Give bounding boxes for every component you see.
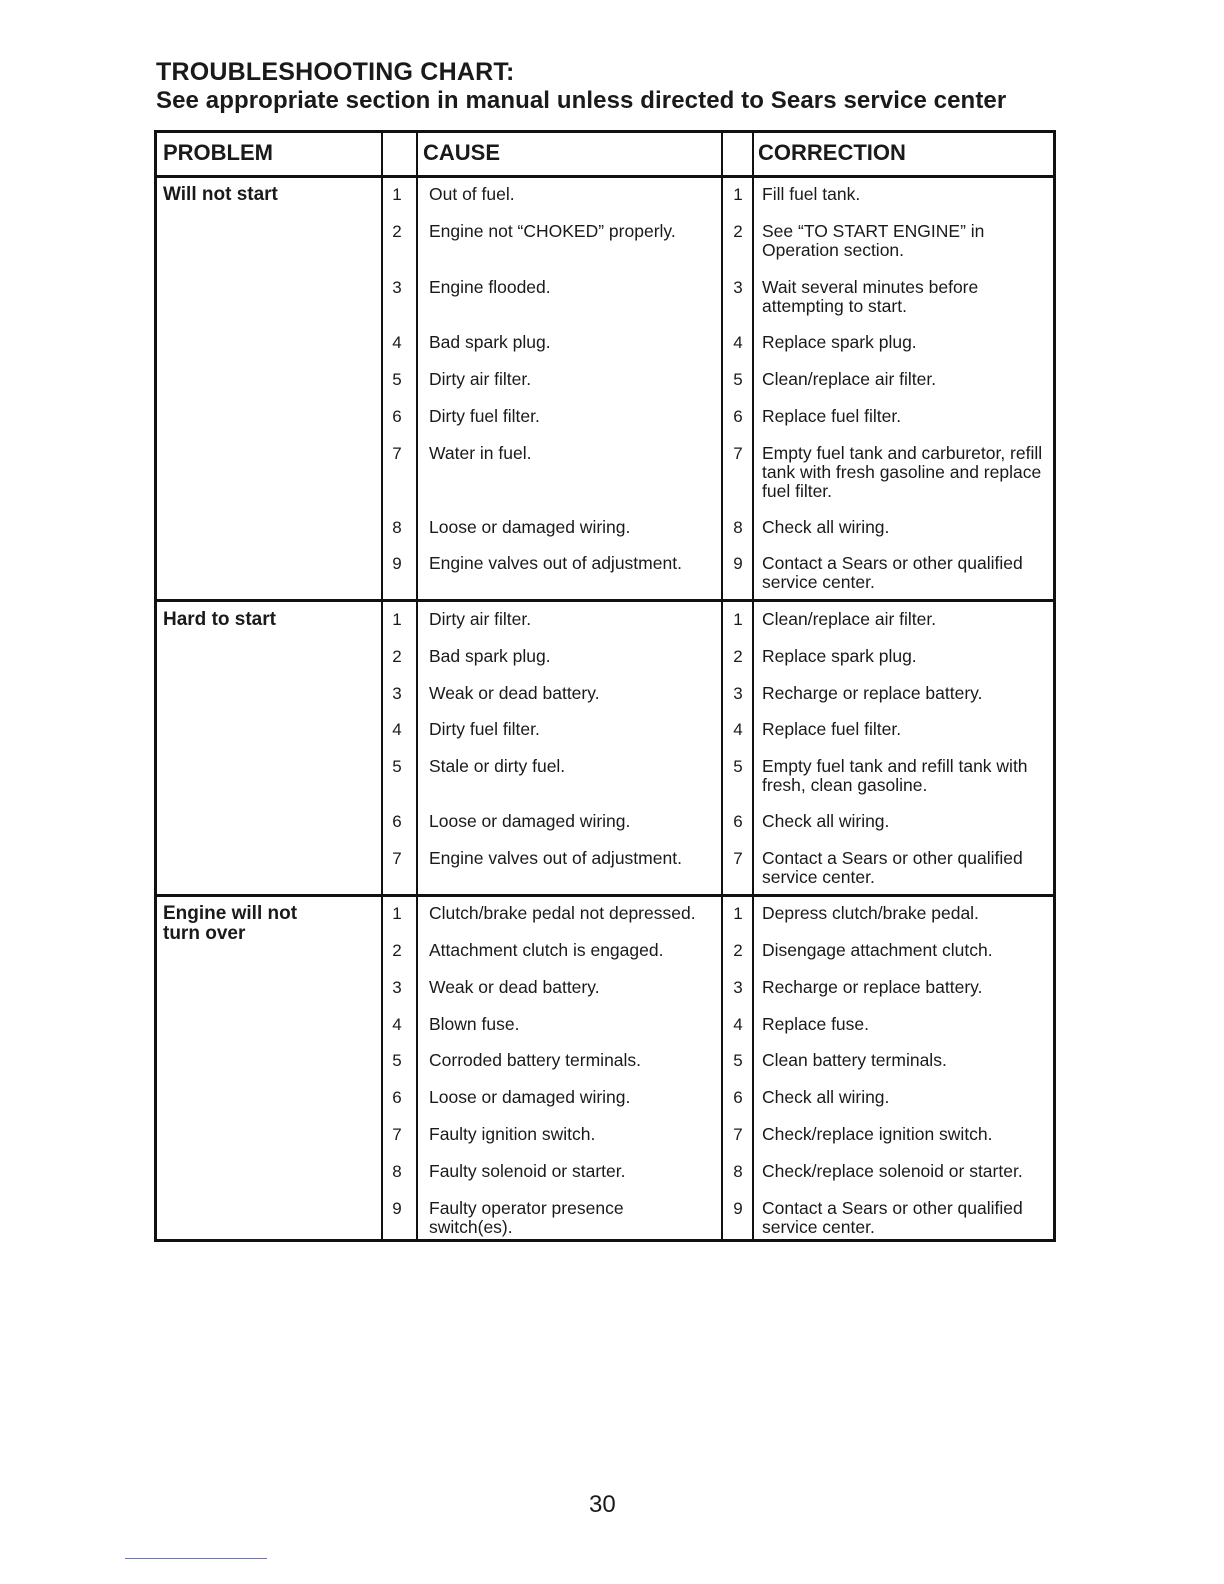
cause-text: Bad spark plug. bbox=[429, 646, 551, 666]
row-number: 2 bbox=[392, 222, 402, 241]
row-number: 4 bbox=[733, 1015, 743, 1034]
column-divider bbox=[752, 133, 754, 1239]
correction-text: Replace spark plug. bbox=[762, 646, 917, 666]
header-correction: CORRECTION bbox=[758, 140, 906, 165]
problem-hard-to-start: Hard to start bbox=[163, 609, 276, 630]
cause-text: Weak or dead battery. bbox=[429, 683, 600, 703]
correction-text: Empty fuel tank and refill tank with fresh, clean gasoline. bbox=[762, 756, 1028, 795]
correction-text: Empty fuel tank and carburetor, refill tank with fresh gasoline and replace fuel filter. bbox=[762, 443, 1043, 501]
row-number: 9 bbox=[733, 1199, 743, 1218]
row-number: 1 bbox=[733, 610, 743, 629]
row-number: 7 bbox=[392, 1125, 402, 1144]
cause-text: Weak or dead battery. bbox=[429, 977, 600, 997]
cause-text: Engine not “CHOKED” properly. bbox=[429, 221, 676, 241]
correction-text: Fill fuel tank. bbox=[762, 184, 861, 204]
row-number: 6 bbox=[392, 407, 402, 426]
row-number: 5 bbox=[392, 1051, 402, 1070]
row-number: 6 bbox=[733, 407, 743, 426]
correction-text: Check/replace solenoid or starter. bbox=[762, 1161, 1023, 1181]
header-divider bbox=[157, 175, 1053, 178]
row-number: 5 bbox=[733, 1051, 743, 1070]
row-number: 6 bbox=[733, 1088, 743, 1107]
correction-text: Recharge or replace battery. bbox=[762, 683, 983, 703]
problem-will-not-start: Will not start bbox=[163, 184, 278, 205]
row-number: 1 bbox=[392, 610, 402, 629]
row-number: 1 bbox=[392, 185, 402, 204]
cause-text: Water in fuel. bbox=[429, 443, 532, 463]
row-number: 9 bbox=[392, 554, 402, 573]
cause-text: Dirty air filter. bbox=[429, 369, 532, 389]
correction-text: Clean battery terminals. bbox=[762, 1050, 947, 1070]
row-number: 4 bbox=[392, 1015, 402, 1034]
footer-rule bbox=[125, 1558, 267, 1559]
row-number: 3 bbox=[733, 684, 743, 703]
cause-text: Dirty air filter. bbox=[429, 609, 532, 629]
correction-text: Replace spark plug. bbox=[762, 332, 917, 352]
correction-text: Replace fuse. bbox=[762, 1014, 870, 1034]
problem-engine-will-not-turn-over: Engine will not turn over bbox=[163, 903, 298, 944]
cause-text: Dirty fuel filter. bbox=[429, 406, 540, 426]
cause-text: Engine valves out of adjustment. bbox=[429, 553, 682, 573]
header-problem: PROBLEM bbox=[163, 140, 273, 165]
row-number: 2 bbox=[733, 941, 743, 960]
cause-text: Faulty operator presence switch(es). bbox=[429, 1198, 624, 1237]
correction-text: Check all wiring. bbox=[762, 811, 890, 831]
row-number: 1 bbox=[392, 904, 402, 923]
cause-text: Faulty solenoid or starter. bbox=[429, 1161, 626, 1181]
row-number: 2 bbox=[733, 222, 743, 241]
correction-text: Wait several minutes before attempting to start. bbox=[762, 277, 979, 316]
row-number: 7 bbox=[392, 444, 402, 463]
correction-text: Contact a Sears or other qualified service center. bbox=[762, 1198, 1023, 1237]
cause-text: Bad spark plug. bbox=[429, 332, 551, 352]
cause-text: Corroded battery terminals. bbox=[429, 1050, 642, 1070]
cause-text: Loose or damaged wiring. bbox=[429, 1087, 631, 1107]
row-number: 3 bbox=[733, 278, 743, 297]
chart-title: TROUBLESHOOTING CHART: bbox=[156, 58, 515, 86]
correction-text: Contact a Sears or other qualified service center. bbox=[762, 553, 1023, 592]
cause-text: Loose or damaged wiring. bbox=[429, 811, 631, 831]
header-cause: CAUSE bbox=[423, 140, 501, 165]
correction-text: Depress clutch/brake pedal. bbox=[762, 903, 979, 923]
column-divider bbox=[416, 133, 418, 1239]
row-number: 4 bbox=[733, 333, 743, 352]
correction-text: Disengage attachment clutch. bbox=[762, 940, 993, 960]
row-number: 1 bbox=[733, 185, 743, 204]
correction-text: Contact a Sears or other qualified service center. bbox=[762, 848, 1023, 887]
correction-text: See “TO START ENGINE” in Operation section. bbox=[762, 221, 985, 260]
row-number: 9 bbox=[733, 554, 743, 573]
row-number: 3 bbox=[392, 978, 402, 997]
row-number: 3 bbox=[392, 684, 402, 703]
section-divider bbox=[157, 894, 1053, 897]
row-number: 5 bbox=[392, 757, 402, 776]
section-divider bbox=[157, 599, 1053, 602]
correction-text: Clean/replace air filter. bbox=[762, 609, 937, 629]
correction-text: Replace fuel filter. bbox=[762, 719, 902, 739]
row-number: 6 bbox=[392, 812, 402, 831]
column-divider bbox=[381, 133, 383, 1239]
row-number: 4 bbox=[733, 720, 743, 739]
row-number: 7 bbox=[733, 849, 743, 868]
cause-text: Engine flooded. bbox=[429, 277, 551, 297]
row-number: 9 bbox=[392, 1199, 402, 1218]
correction-text: Replace fuel filter. bbox=[762, 406, 902, 426]
cause-text: Loose or damaged wiring. bbox=[429, 517, 631, 537]
row-number: 2 bbox=[392, 647, 402, 666]
correction-text: Check all wiring. bbox=[762, 517, 890, 537]
cause-text: Engine valves out of adjustment. bbox=[429, 848, 682, 868]
row-number: 5 bbox=[733, 370, 743, 389]
correction-text: Recharge or replace battery. bbox=[762, 977, 983, 997]
row-number: 7 bbox=[733, 444, 743, 463]
row-number: 3 bbox=[733, 978, 743, 997]
row-number: 3 bbox=[392, 278, 402, 297]
chart-subtitle: See appropriate section in manual unless directed to Sears service center bbox=[156, 87, 1007, 114]
troubleshooting-table bbox=[154, 130, 1056, 1242]
row-number: 4 bbox=[392, 333, 402, 352]
row-number: 2 bbox=[733, 647, 743, 666]
cause-text: Dirty fuel filter. bbox=[429, 719, 540, 739]
correction-text: Check/replace ignition switch. bbox=[762, 1124, 993, 1144]
cause-text: Faulty ignition switch. bbox=[429, 1124, 596, 1144]
row-number: 8 bbox=[733, 518, 743, 537]
row-number: 6 bbox=[392, 1088, 402, 1107]
cause-text: Stale or dirty fuel. bbox=[429, 756, 566, 776]
row-number: 2 bbox=[392, 941, 402, 960]
row-number: 7 bbox=[392, 849, 402, 868]
correction-text: Clean/replace air filter. bbox=[762, 369, 937, 389]
correction-text: Check all wiring. bbox=[762, 1087, 890, 1107]
row-number: 8 bbox=[392, 1162, 402, 1181]
row-number: 1 bbox=[733, 904, 743, 923]
cause-text: Attachment clutch is engaged. bbox=[429, 940, 664, 960]
column-divider bbox=[721, 133, 723, 1239]
row-number: 6 bbox=[733, 812, 743, 831]
cause-text: Clutch/brake pedal not depressed. bbox=[429, 903, 696, 923]
row-number: 8 bbox=[392, 518, 402, 537]
page-number: 30 bbox=[589, 1491, 616, 1518]
row-number: 7 bbox=[733, 1125, 743, 1144]
row-number: 8 bbox=[733, 1162, 743, 1181]
row-number: 5 bbox=[733, 757, 743, 776]
row-number: 5 bbox=[392, 370, 402, 389]
cause-text: Out of fuel. bbox=[429, 184, 515, 204]
cause-text: Blown fuse. bbox=[429, 1014, 520, 1034]
row-number: 4 bbox=[392, 720, 402, 739]
